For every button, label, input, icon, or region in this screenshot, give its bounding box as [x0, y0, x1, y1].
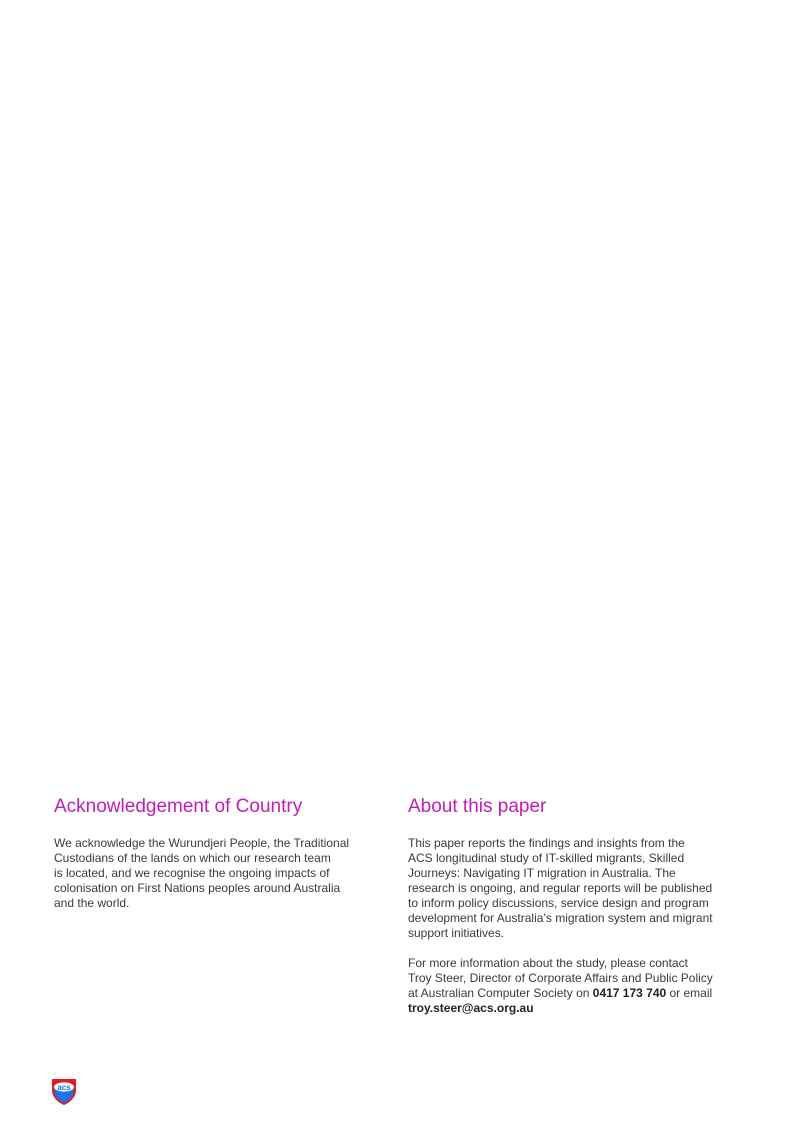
contact-text	[408, 956, 748, 1016]
about-section	[408, 795, 748, 1016]
text-segment: or email	[666, 986, 713, 1000]
text-line: For more information about the study, please contact	[408, 956, 688, 970]
acknowledgement-text	[54, 836, 384, 911]
text-line: ACS longitudinal study of IT-skilled migrants, Skilled	[408, 851, 685, 865]
text-line: Custodians of the lands on which our research team	[54, 851, 331, 865]
text-line: support initiatives.	[408, 926, 505, 940]
text-line: and the world.	[54, 896, 130, 910]
email-link[interactable]: troy.steer@acs.org.au	[408, 1001, 534, 1015]
text-line: Troy Steer, Director of Corporate Affairs and Public Policy	[408, 971, 713, 985]
phone-number[interactable]: 0417 173 740	[592, 986, 667, 1000]
text-line: is located, and we recognise the ongoing impacts of	[54, 866, 330, 880]
about-text	[408, 836, 748, 941]
acknowledgement-heading: Acknowledgement of Country	[54, 796, 303, 817]
text-segment: at Australian Computer Society on	[408, 986, 593, 1000]
acknowledgement-section	[54, 795, 384, 911]
text-line: research is ongoing, and regular reports will be published	[408, 881, 713, 895]
contact-phone-line	[408, 986, 748, 1001]
text-line: Journeys: Navigating IT migration in Australia. The	[408, 866, 676, 880]
logo-text: acs	[57, 1082, 71, 1092]
acs-logo	[50, 1076, 78, 1106]
text-line: colonisation on First Nations peoples around Australia	[54, 881, 341, 895]
text-line: We acknowledge the Wurundjeri People, the Traditional	[54, 836, 350, 850]
text-line: This paper reports the findings and insights from the	[408, 836, 685, 850]
text-line: development for Australia’s migration system and migrant	[408, 911, 713, 925]
about-heading: About this paper	[408, 796, 547, 817]
text-line: to inform policy discussions, service design and program	[408, 896, 709, 910]
